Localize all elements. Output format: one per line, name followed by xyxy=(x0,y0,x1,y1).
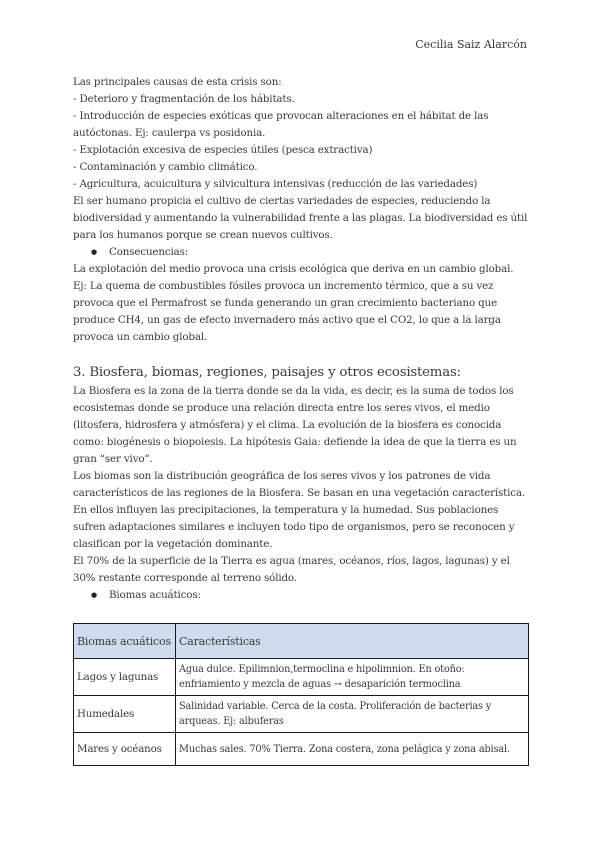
cause-item: - Explotación excesiva de especies útiles (pesca extractiva) xyxy=(73,144,373,156)
bullet-biomas: ● Biomas acuáticos: xyxy=(73,587,529,604)
table-row xyxy=(74,696,529,733)
paragraph-agua: El 70% de la superficie de la Tierra es agua (mares, océanos, ríos, lagos, lagunas) y el 30% restante corresponde al terreno sólido. xyxy=(73,555,510,584)
biomas-table xyxy=(73,623,529,766)
table-cell-caracteristicas: Muchas sales. 70% Tierra. Zona costera, zona pelágica y zona abisal. xyxy=(176,733,529,766)
table-header-cell: Biomas acuáticos xyxy=(74,624,176,659)
paragraph-biosfera: La Biosfera es la zona de la tierra donde se da la vida, es decir, es la suma de todos los ecosistemas donde se produce una relación directa entre los seres vivos, el medio (litosfera, hidrosfera y atmósfera) y el clima. La evolución de la biosfera es conocida como: biogénesis o biopoiesis. La hipótesis Gaia: defiende la idea de que la tierra es un gran “ser vivo”. xyxy=(73,385,517,465)
author-header: Cecilia Saiz Alarcón xyxy=(415,38,527,51)
bullet-consecuencias: ● Consecuencias: xyxy=(73,244,529,261)
table-cell-caracteristicas: Salinidad variable. Cerca de la costa. Proliferación de bacterias y arqueas. Ej: albuferas xyxy=(176,696,529,733)
paragraph-consecuencias: La explotación del medio provoca una crisis ecológica que deriva en un cambio global. Ej: La quema de combustibles fósiles provoca un incremento térmico, que a su vez provoca que el Permafrost se funda generando un gran crecimiento bacteriano que produce CH4, un gas de efecto invernadero más activo que el CO2, lo que a la larga provoca un cambio global. xyxy=(73,263,514,343)
table-row xyxy=(74,659,529,696)
cause-item: - Deterioro y fragmentación de los hábitats. xyxy=(73,93,295,105)
cause-item: - Contaminación y cambio climático. xyxy=(73,161,258,173)
table-row xyxy=(74,733,529,766)
paragraph-biomas: Los biomas son la distribución geográfica de los seres vivos y los patrones de vida característicos de las regiones de la Biosfera. Se basan en una vegetación característica. En ellos influyen las precipitaciones, la temperatura y la humedad. Sus poblaciones sufren adaptaciones similares e incluyen todo tipo de organismos, pero se reconocen y clasifican por la vegetación dominante. xyxy=(73,470,526,550)
cause-item: - Agricultura, acuicultura y silvicultura intensivas (reducción de las variedades) xyxy=(73,178,478,190)
table-cell-bioma: Mares y océanos xyxy=(74,733,176,766)
table-cell-bioma: Humedales xyxy=(74,696,176,733)
table-header-row xyxy=(74,624,529,659)
section-heading: 3. Biosfera, biomas, regiones, paisajes y otros ecosistemas: xyxy=(73,365,461,380)
table-header-cell: Características xyxy=(176,624,529,659)
body-text xyxy=(73,74,529,604)
paragraph-human: El ser humano propicia el cultivo de ciertas variedades de especies, reduciendo la biodiversidad y aumentando la vulnerabilidad frente a las plagas. La biodiversidad es útil para los humanos porque se crean nuevos cultivos. xyxy=(73,195,528,241)
intro-line: Las principales causas de esta crisis son: xyxy=(73,76,282,88)
cause-item: - Introducción de especies exóticas que provocan alteraciones en el hábitat de las autóctonas. Ej: caulerpa vs posidonia. xyxy=(73,110,489,139)
table-cell-bioma: Lagos y lagunas xyxy=(74,659,176,696)
table-cell-caracteristicas: Agua dulce. Epilimnion,termoclina e hipolimnion. En otoño: enfriamiento y mezcla de aguas → desaparición termoclina xyxy=(176,659,529,696)
